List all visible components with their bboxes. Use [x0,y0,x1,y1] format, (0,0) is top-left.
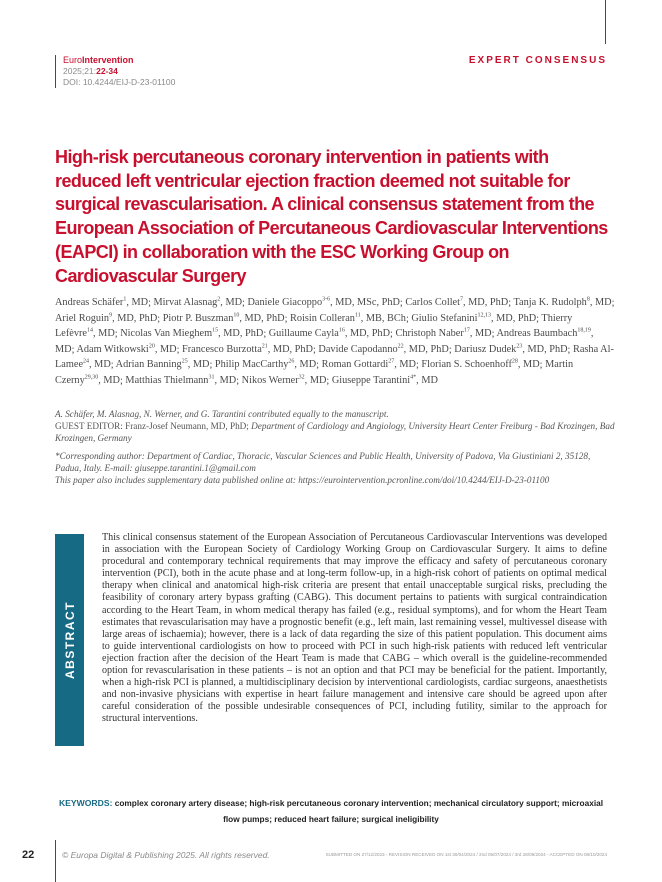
abstract-label: ABSTRACT [62,601,77,679]
author [332,375,438,386]
journal-name [63,55,175,66]
author-degree: , MD, PhD [239,312,285,324]
keywords-label: KEYWORDS: [58,798,113,808]
author-degree: , MD [220,297,243,309]
author-degree: , MD, PhD [267,343,313,355]
author-affiliation: 4* [410,374,417,381]
author-name: Dariusz Dudek [454,343,517,355]
author-name: Piotr P. Buszman [162,312,234,324]
author-degree: , MD [304,375,327,386]
author-affiliation: 9 [109,312,113,319]
author-name: Philip MacCarthy [214,359,289,371]
keywords [55,795,607,827]
author-name: Guillaume Cayla [268,328,339,340]
author-affiliation: 28 [511,359,518,366]
author-name: Ariel Roguin [55,312,110,324]
author [421,359,539,370]
author-degree: , MD [469,328,492,340]
author-affiliation: 16 [338,328,345,335]
author-degree: , MD, PhD [463,297,509,309]
author-degree: , MD, PhD [403,343,449,355]
author-name: Adam Witkowski [76,343,149,355]
author-degree: , MD [589,297,612,309]
author-name: Giuseppe Tarantini [331,375,411,386]
author-name: Florian S. Schoenhoff [421,359,512,371]
author-affiliation: 7 [460,297,463,303]
author [242,375,327,386]
author-affiliation: 10 [233,312,240,319]
author-list: Andreas Schäfer$^1$, MD; Mirvat Alasnag$^2$, MD; Daniele Giacoppo$^{3-6}$, MD, MSc, PhD; Carlos Collet$^7$, MD, PhD; Tanja K. Rudolph$^8$, MD; Ariel Roguin$^9$, MD, PhD; Piotr P. Buszman$^{10}$, MD, PhD; Roisin Colleran$^{11}$, MB, BCh; Giulio Stefanini$^{12,13}$, MD, PhD; Thierry Lefèvre$^{14}$, MD; Nicolas Van Mieghem$^{15}$, MD, PhD; Guillaume Cayla$^{16}$, MD, PhD; Christoph Naber$^{17}$, MD; Andreas Baumbach$^{18,19}$, MD; Adam Witkowski$^{20}$, MD; Francesco Burzotta$^{21}$, MD, PhD; Davide Capodanno$^{22}$, MD, PhD; Dariusz Dudek$^{23}$, MD, PhD; Rasha Al-Lamee$^{24}$, MD; Adrian Banning$^{25}$, MD; Philip MacCarthy$^{26}$, MD; Roman Gottardi$^{27}$, MD; Florian S. Schoenhoff$^{28}$, MD; Martin Czerny$^{29,30}$, MD; Matthias Thielmann$^{31}$, MD; Nikos Werner$^{32}$, MD; Giuseppe Tarantini$^{4*}$, MD [55,297,615,386]
guest-editor-affiliation: Department of Cardiology and Angiology, University Heart Center Freiburg - Bad Krozingen, Bad Krozingen, Germany [55,421,615,443]
abstract-label-box [55,534,84,746]
author-affiliation: 20 [148,343,155,350]
author [116,359,210,370]
author [125,375,236,386]
author-name: Christoph Naber [395,328,464,340]
author-affiliation: 2 [217,297,221,303]
author-degree: , MD [517,359,540,371]
author-degree: , MD [294,359,317,371]
author-affiliation: 24 [83,359,90,366]
author-name: Thierry Lefèvre [55,312,573,340]
author [290,313,406,324]
author-degree: , MD, PhD [344,328,391,340]
author-affiliation: 11 [354,312,361,319]
guest-editor-name: GUEST EDITOR: Franz-Josef Neumann, MD, PhD; [55,421,249,431]
author-affiliation: 27 [388,359,395,366]
author [454,344,567,355]
author [269,328,390,339]
author-degree: , MD [98,375,120,386]
author-name: Daniele Giacoppo [247,297,323,309]
guest-editor-note [55,420,615,444]
author-degree: , MB, BCh [360,312,406,324]
author-name: Carlos Collet [405,297,460,309]
author [182,344,313,355]
page-number: 22 [22,849,35,861]
author-degree: , MD [126,297,149,309]
author-name: Roisin Colleran [290,312,355,324]
corresponding-author-note: *Corresponding author: Department of Cardiac, Thoracic, Vascular Sciences and Public Health, University of Padova, Via Giustiniani 2, 35128, Padua, Italy. E-mail: giuseppe.tarantini.1@gmail.com [55,451,591,473]
author-name: Martin Czerny [55,359,574,386]
author [405,297,508,308]
author-name: Andreas Schäfer [55,297,124,309]
author [55,313,157,324]
author-degree: , MD [187,359,210,371]
supplementary-note: This paper also includes supplementary data published online at: https://eurointervention.pcronline.com/doi/10.4244/EIJ-D-23-01100 [55,475,550,485]
author-name: Giulio Stefanini [411,312,478,324]
footer-divider [55,840,56,882]
article-title: High-risk percutaneous coronary intervention in patients with reduced left ventricular ejection fraction deemed not suitable for surgical revascularisation. A clinical consensus statement from the European Association of Percutaneous Cardiovascular Interventions (EAPCI) in collaboration with the ESC Working Group on Cardiovascular Surgery [55,147,608,286]
submission-dates: SUBMITTED ON 27/12/2023 - REVISION RECEIVED ON 1st 30/04/2024 / 2nd 05/07/2024 / 3rd 28/09/2024 - ACCEPTED ON 08/10/2024 [325,852,607,857]
author-degree: , MD [394,359,416,371]
doi: DOI: 10.4244/EIJ-D-23-01100 [63,77,176,87]
author-name: Nicolas Van Mieghem [120,328,213,340]
author-degree: , MD, PhD [112,312,158,324]
author-name: Roman Gottardi [321,359,389,371]
author-degree: , MD, PhD [522,343,568,355]
author [247,297,399,308]
author [318,344,448,355]
author-affiliation: 1 [123,297,127,303]
author-affiliation: 32 [298,374,305,381]
citation [63,66,175,77]
abstract-sidebar [55,534,84,746]
equal-contribution-note: A. Schäfer, M. Alasnag, N. Werner, and G. Tarantini contributed equally to the manuscript. [55,409,389,419]
author-name: Rasha Al-Lamee [55,343,614,371]
author-degree: , MD [55,328,594,355]
section-label: EXPERT CONSENSUS [468,55,607,66]
citation-pages: 22-34 [96,66,118,76]
author-degree: , MD, PhD [490,312,537,324]
keywords-text: complex coronary artery disease; high-risk percutaneous coronary intervention; mechanical circulatory support; microaxial flow pumps; reduced heart failure; surgical ineligibility [114,798,604,824]
author-affiliation: 26 [288,359,295,366]
article-notes [55,408,615,486]
author-affiliation: 17 [463,328,470,335]
author-degree: , MD [416,375,438,386]
author-degree: , MD [89,359,111,371]
author [154,297,243,308]
author-name: Andreas Baumbach [496,328,578,340]
author-degree: , MD, MSc, PhD [330,297,400,309]
author-affiliation: 14 [87,328,94,335]
author-name: Tanja K. Rudolph [513,297,587,309]
author-affiliation: 15 [212,328,219,335]
author-degree: , MD [154,343,177,355]
author-affiliation: 21 [261,343,268,350]
author-name: Francesco Burzotta [182,343,262,355]
author-name: Davide Capodanno [318,343,398,355]
author [55,297,148,308]
author-affiliation: 22 [397,343,404,350]
author [76,344,176,355]
author-degree: , MD, PhD [218,328,264,340]
author [215,359,316,370]
author-degree: , MD [93,328,115,340]
author-name: Matthias Thielmann [125,375,209,386]
author [411,313,536,324]
author-affiliation: 23 [516,343,523,350]
journal-info [55,55,175,88]
author-affiliation: 3-6 [322,297,331,303]
author-name: Adrian Banning [115,359,182,371]
author [163,313,285,324]
author-affiliation: 25 [181,359,188,366]
journal-name-prefix: Euro [63,55,83,65]
author [322,359,416,370]
author-degree: , MD [214,375,237,386]
author [395,328,491,339]
author-affiliation: 12,13 [477,312,491,319]
abstract-text: This clinical consensus statement of the European Association of Percutaneous Cardiovascular Interventions was developed in association with the European Society of Cardiology Working Group on Cardiovascular Surgery. It aims to define procedural and contemporary technical requirements that may improve the efficacy and safety of percutaneous coronary intervention (PCI), both in the acute phase and at long-term follow-up, in a high-risk cohort of patients on optimal medical therapy when clinical and anatomical high-risk criteria are present that entail unacceptable surgical risks, precluding the feasibility of coronary artery bypass grafting (CABG). This document pertains to patients with surgical contraindication according to the Heart Team, in whom medical therapy has failed (e.g., residual symptoms), and for whom the Heart Team estimates that revascularisation may have a prognostic benefit (e.g., left main, last remaining vessel, multivessel disease with large areas of ischaemia); however, there is a lack of data regarding the size of this patient population. This document aims to guide interventional cardiologists on how to proceed with PCI in such high-risk patients with reduced left ventricular ejection fraction after the decision of the Heart Team is made that CABG – which overall is the guideline-recommended option for revascularisation in these patients – is not an option and that PCI may be beneficial for the patient. Importantly, when a high-risk PCI is planned, a multidisciplinary decision by interventional cardiologists, cardiac surgeons, anaesthetists and non-invasive physicians with expertise in heart failure management and intensive care should be agreed upon after careful consideration of the possible undesirable consequences of PCI, including futility, similar to the approach for structural interventions. [102,532,607,725]
top-divider [605,0,606,44]
author-affiliation: 8 [586,297,590,303]
copyright: © Europa Digital & Publishing 2025. All rights reserved. [62,850,270,860]
author-affiliation: 31 [208,374,215,381]
author-name: Nikos Werner [241,375,299,386]
author [120,328,263,339]
journal-name-suffix: Intervention [82,55,134,65]
author-affiliation: 29,30 [84,374,99,381]
author-name: Mirvat Alasnag [153,297,218,309]
author-affiliation: 18,19 [577,328,591,335]
author [513,297,611,308]
citation-volume: 2025;21: [63,66,97,76]
